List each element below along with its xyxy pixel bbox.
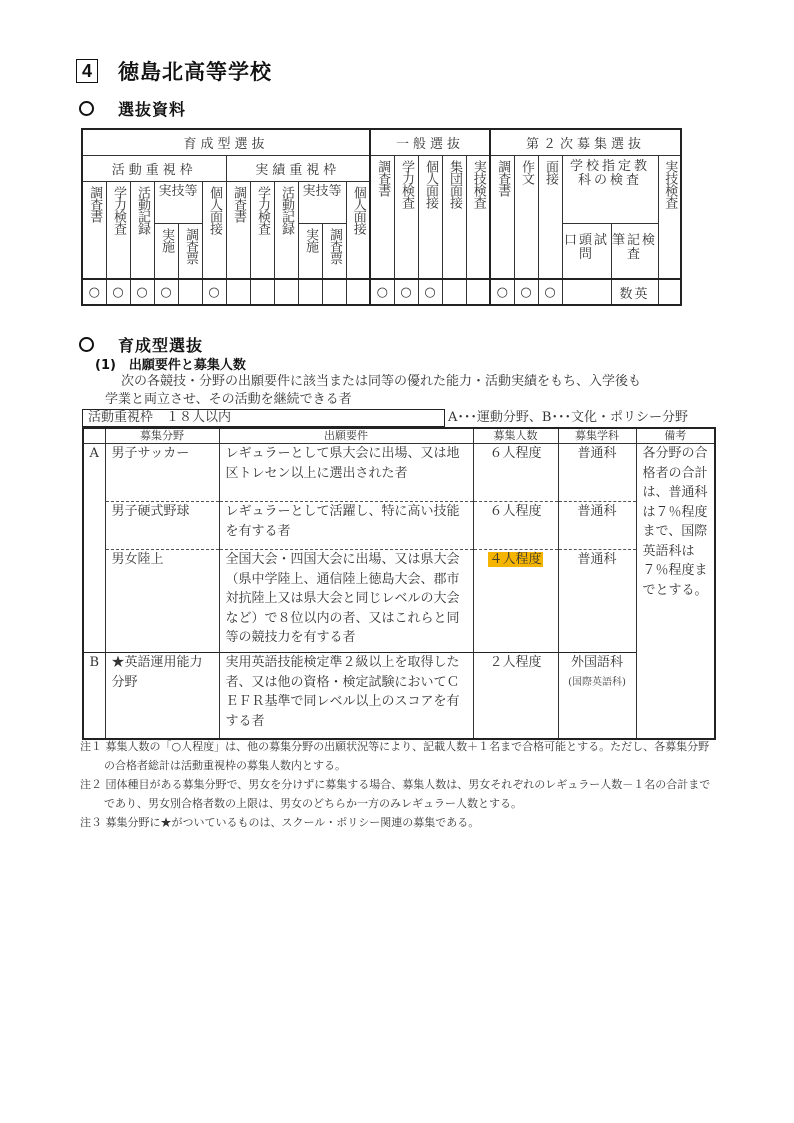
department-name: 外国語科 [570,655,623,670]
col-jisseki-gakuryoku: 学力検査 [250,182,274,280]
mark-cell: ○ [514,279,538,305]
header-remarks: 備考 [636,428,715,444]
col-niji-written: 筆記検査 [611,224,658,280]
group-ikusei: 育成型選抜 [82,129,370,156]
field-cell: 男女陸上 [105,550,219,653]
col-niji-chousasho: 調査書 [490,156,514,280]
mark-cell: ○ [154,279,178,305]
section-title-selection: 選抜資料 [118,100,187,119]
mark-cell [226,279,250,305]
mark-cell [562,279,611,305]
col-jisseki-jitsugi-impl: 実施 [298,224,322,280]
header-requirement: 出願要件 [219,428,473,444]
count-cell: ６人程度 [473,444,558,502]
mark-cell [298,279,322,305]
col-katsudo-kojin: 個人面接 [202,182,226,280]
col-niji-jitsugi: 実技検査 [658,156,681,280]
col-jisseki-kiroku: 活動記録 [274,182,298,280]
section-title-ikusei: 育成型選抜 [118,336,204,355]
col-katsudo-jitsugi-impl: 実施 [154,224,178,280]
header-field: 募集分野 [105,428,219,444]
mark-cell: ○ [538,279,562,305]
header-department: 募集学科 [558,428,636,444]
mark-cell: ○ [418,279,442,305]
count-cell [473,550,558,653]
description-line-2: 学業と両立させ、その活動を継続できる者 [105,392,352,407]
quota-label: 活動重視枠 １８人以内 [82,409,445,427]
field-cell: 男子硬式野球 [105,502,219,550]
remarks-cell: 各分野の合格者の合計は、普通科は７％程度まで、国際英語科は７％程度までとする。 [636,444,715,739]
department-cell: 普通科 [558,502,636,550]
requirement-cell: レギュラーとして活躍し、特に高い技能を有する者 [219,502,473,550]
mark-cell [274,279,298,305]
department-cell [558,653,636,739]
table-row [83,502,715,550]
col-katsudo-gakuryoku: 学力検査 [106,182,130,280]
table-row [83,550,715,653]
requirement-cell: 実用英語技能検定準２級以上を取得した者、又は他の資格・検定試験においてＣＥＦＲ基準で同レベル以上のスコアを有する者 [219,653,473,739]
col-jisseki-kojin: 個人面接 [346,182,370,280]
mark-cell [466,279,490,305]
mark-cell [250,279,274,305]
note-3: 注３ 募集分野に★がついているものは、スクール・ポリシー関連の募集である。 [80,816,480,829]
col-katsudo-chousasho: 調査書 [82,182,106,280]
mark-cell [442,279,466,305]
mark-cell: ○ [130,279,154,305]
requirement-cell: 全国大会・四国大会に出場、又は県大会（県中学陸上、通信陸上徳島大会、郡市対抗陸上又は県大会と同じレベルの大会など）で８位以内の者、又はこれらと同等の競技力を有する者 [219,550,473,653]
col-katsudo-jitsugi-survey: 調査票 [178,224,202,280]
col-ippan-jitsugi: 実技検査 [466,156,490,280]
notes-block [80,737,720,832]
category-b: B [83,653,105,739]
col-jisseki-jitsugi-group: 実技等 [298,182,346,224]
group-ippan: 一般選抜 [370,129,490,156]
col-niji-oral: 口頭試問 [562,224,611,280]
requirements-table [82,427,716,740]
department-cell: 普通科 [558,444,636,502]
mark-cell [346,279,370,305]
mark-cell: ○ [394,279,418,305]
department-sub: (国際英語科) [568,676,626,688]
note-2: 注２ 団体種目がある募集分野で、男女を分けずに募集する場合、募集人数は、男女それぞれのレギュラー人数－１名の合計までであり、男女別合格者数の上限は、男女のどちらか一方のみレギュラー人数とする。 [80,778,711,810]
circle-bullet-icon [79,101,94,116]
col-ippan-chousasho: 調査書 [370,156,394,280]
table-row [83,444,715,502]
subsection-title: (1) 出願要件と募集人数 [95,358,246,373]
table-row [83,653,715,739]
col-katsudo-jitsugi-group: 実技等 [154,182,202,224]
mark-cell: ○ [202,279,226,305]
col-niji-school-subject: 学校指定教科の検査 [562,156,658,224]
count-cell: ２人程度 [473,653,558,739]
subgroup-jisseki: 実績重視枠 [226,156,370,182]
col-niji-mensetsu: 面接 [538,156,562,280]
col-niji-sakubun: 作文 [514,156,538,280]
mark-cell: ○ [370,279,394,305]
mark-cell [178,279,202,305]
col-ippan-gakuryoku: 学力検査 [394,156,418,280]
mark-cell: ○ [490,279,514,305]
mark-cell [658,279,681,305]
mark-cell [322,279,346,305]
mark-cell: ○ [82,279,106,305]
col-jisseki-jitsugi-survey: 調査票 [322,224,346,280]
school-number-box: 4 [76,59,98,83]
school-name: 徳島北高等学校 [118,60,272,84]
col-ippan-shudan: 集団面接 [442,156,466,280]
field-cell: 男子サッカー [105,444,219,502]
count-cell: ６人程度 [473,502,558,550]
department-cell: 普通科 [558,550,636,653]
circle-bullet-icon [79,337,94,352]
category-legend: A･･･運動分野、B･･･文化・ポリシー分野 [448,410,688,425]
header-count: 募集人数 [473,428,558,444]
selection-materials-table [81,128,682,306]
col-ippan-kojin: 個人面接 [418,156,442,280]
requirement-cell: レギュラーとして県大会に出場、又は地区トレセン以上に選出された者 [219,444,473,502]
col-katsudo-kiroku: 活動記録 [130,182,154,280]
mark-cell: ○ [106,279,130,305]
note-1: 注１ 募集人数の「○人程度」は、他の募集分野の出願状況等により、記載人数＋１名まで合格可能とする。ただし、各募集分野の合格者総計は活動重視枠の募集人数内とする。 [80,740,710,772]
header-blank [83,428,105,444]
description-line-1: 次の各競技・分野の出願要件に該当または同等の優れた能力・活動実績をもち、入学後も [121,374,642,389]
col-jisseki-chousasho: 調査書 [226,182,250,280]
mark-cell-written: 数英 [611,279,658,305]
highlighted-count: ４人程度 [489,552,542,567]
field-cell: ★英語運用能力分野 [105,653,219,739]
group-niji: 第２次募集選抜 [490,129,681,156]
category-a: A [83,444,105,653]
subgroup-katsudo: 活動重視枠 [82,156,226,182]
